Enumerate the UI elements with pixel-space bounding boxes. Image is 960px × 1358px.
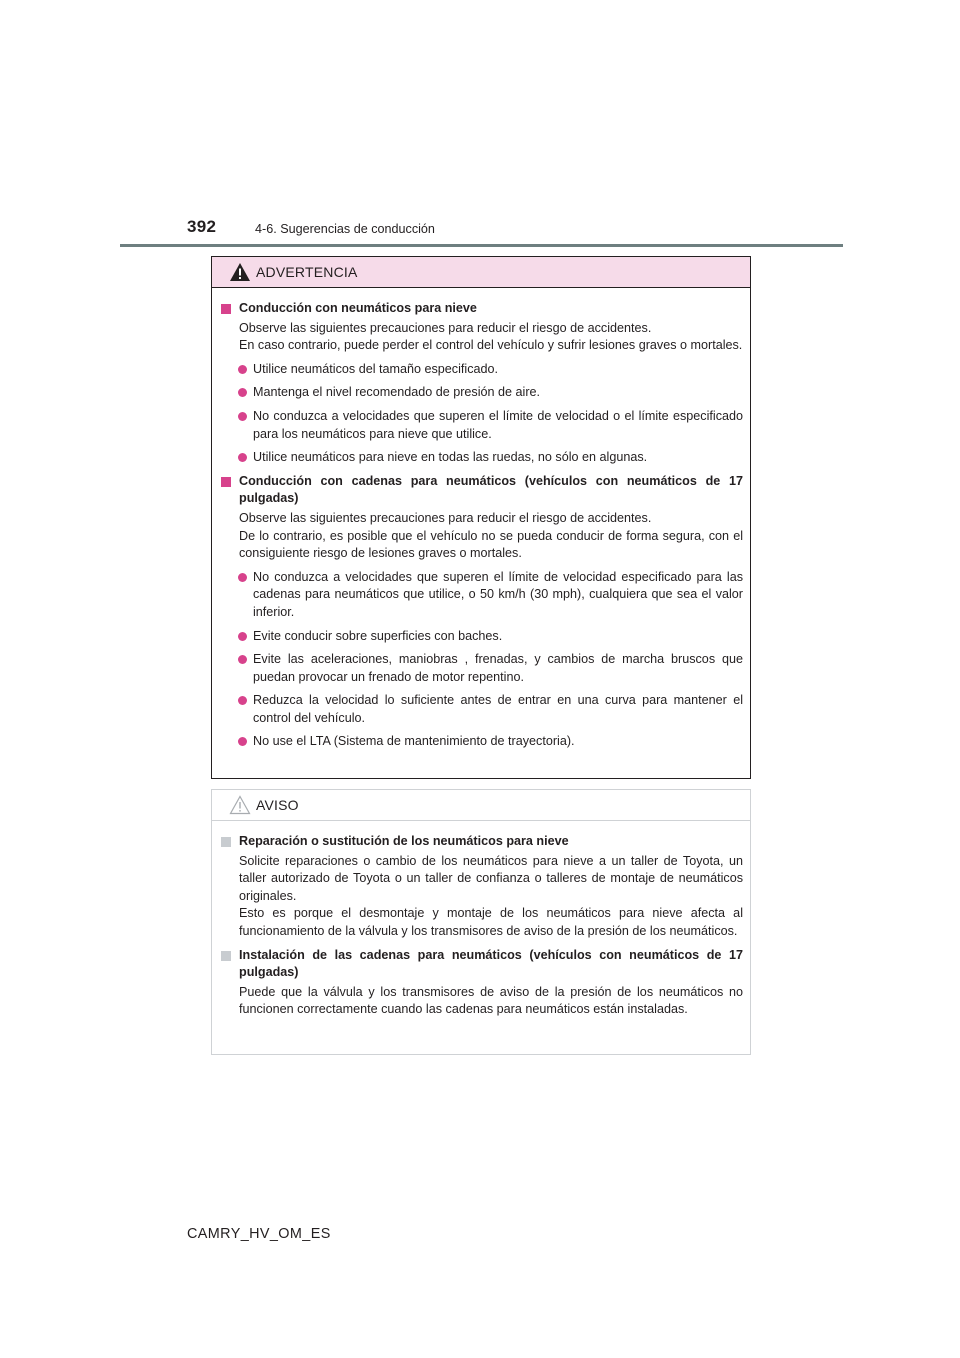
bullet-dot-icon [238, 737, 247, 746]
bullet-dot-icon [238, 388, 247, 397]
list-item-text: Evite las aceleraciones, maniobras , frenadas, y cambios de marcha bruscos que puedan provocar un frenado de motor repentino. [253, 652, 743, 684]
paragraph [221, 320, 743, 355]
list-item [221, 384, 743, 402]
warning-heading-snow-tires [221, 300, 743, 318]
list-item [221, 408, 743, 443]
section-square-icon [221, 837, 231, 847]
list-item-text: No conduzca a velocidades que superen el límite de velocidad especificado para las cadenas para neumáticos que utilice, o 50 km/h (30 mph), cualquiera que sea el valor inferior. [253, 569, 743, 619]
bullet-dot-icon [238, 655, 247, 664]
list-item-text: Evite conducir sobre superficies con baches. [253, 628, 503, 643]
heading-text: Conducción con neumáticos para nieve [239, 301, 477, 315]
list-item [221, 651, 743, 686]
paragraph-line: Esto es porque el desmontaje y montaje de los neumáticos para nieve afecta al funcionamiento de la válvula y los transmisores de aviso de la presión de los neumáticos. [239, 906, 743, 938]
paragraph-line: Observe las siguientes precauciones para reducir el riesgo de accidentes. [239, 320, 652, 335]
page-number: 392 [187, 217, 217, 236]
list-item-text: No use el LTA (Sistema de mantenimiento de trayectoria). [253, 734, 575, 749]
list-item [221, 361, 743, 379]
section-square-icon [221, 951, 231, 961]
paragraph [221, 510, 743, 563]
bullet-dot-icon [238, 453, 247, 462]
notice-header [212, 790, 750, 821]
paragraph-line: Puede que la válvula y los transmisores de aviso de la presión de los neumáticos no funcionen correctamente cuando las cadenas para neumáticos están instaladas. [239, 984, 743, 1017]
notice-heading-repair [221, 833, 743, 851]
document-code: CAMRY_HV_OM_ES [187, 1226, 331, 1242]
notice-body [212, 821, 750, 1019]
section-square-icon [221, 304, 231, 314]
notice-triangle-outline-icon [229, 795, 251, 815]
paragraph-line: De lo contrario, es posible que el vehículo no se pueda conducir de forma segura, con el consiguiente riesgo de lesiones graves o mortales. [239, 528, 743, 561]
warning-header [212, 257, 750, 288]
list-item-text: Utilice neumáticos para nieve en todas las ruedas, no sólo en algunas. [253, 450, 648, 465]
list-item-text: Utilice neumáticos del tamaño especificado. [253, 361, 499, 376]
paragraph-line: En caso contrario, puede perder el control del vehículo y sufrir lesiones graves o mortales. [239, 338, 743, 353]
warning-body [212, 288, 750, 751]
list-item [221, 733, 743, 751]
heading-text: Reparación o sustitución de los neumáticos para nieve [239, 834, 569, 848]
notice-heading-chain-install [221, 947, 743, 982]
notice-title: AVISO [256, 797, 299, 813]
bullet-dot-icon [238, 696, 247, 705]
list-item [221, 692, 743, 727]
bullet-dot-icon [238, 365, 247, 374]
heading-text: Instalación de las cadenas para neumáticos (vehículos con neumáticos de 17 pulgadas) [239, 947, 743, 980]
section-square-icon [221, 477, 231, 487]
bullet-dot-icon [238, 573, 247, 582]
list-item-text: Mantenga el nivel recomendado de presión de aire. [253, 385, 541, 400]
heading-text: Conducción con cadenas para neumáticos (vehículos con neumáticos de 17 pulgadas) [239, 473, 743, 506]
paragraph-line: Solicite reparaciones o cambio de los neumáticos para nieve a un taller de Toyota, un taller autorizado de Toyota o un taller de confianza o talleres de montaje de neumáticos originales. [239, 853, 743, 903]
list-item [221, 569, 743, 622]
list-item-text: No conduzca a velocidades que superen el límite de velocidad o el límite especificado para los neumáticos para nieve que utilice. [253, 408, 743, 441]
warning-title: ADVERTENCIA [256, 264, 358, 280]
section-title: 4-6. Sugerencias de conducción [255, 222, 435, 236]
notice-box [211, 789, 751, 1055]
paragraph [221, 853, 743, 941]
bullet-dot-icon [238, 632, 247, 641]
bullet-dot-icon [238, 412, 247, 421]
list-item [221, 628, 743, 646]
list-item-text: Reduzca la velocidad lo suficiente antes de entrar en una curva para mantener el control del vehículo. [253, 693, 743, 725]
paragraph [221, 984, 743, 1019]
warning-triangle-icon [229, 262, 251, 282]
warning-heading-tire-chains [221, 473, 743, 508]
header-rule [120, 244, 843, 247]
list-item [221, 449, 743, 467]
paragraph-line: Observe las siguientes precauciones para reducir el riesgo de accidentes. [239, 510, 652, 525]
warning-box [211, 256, 751, 779]
